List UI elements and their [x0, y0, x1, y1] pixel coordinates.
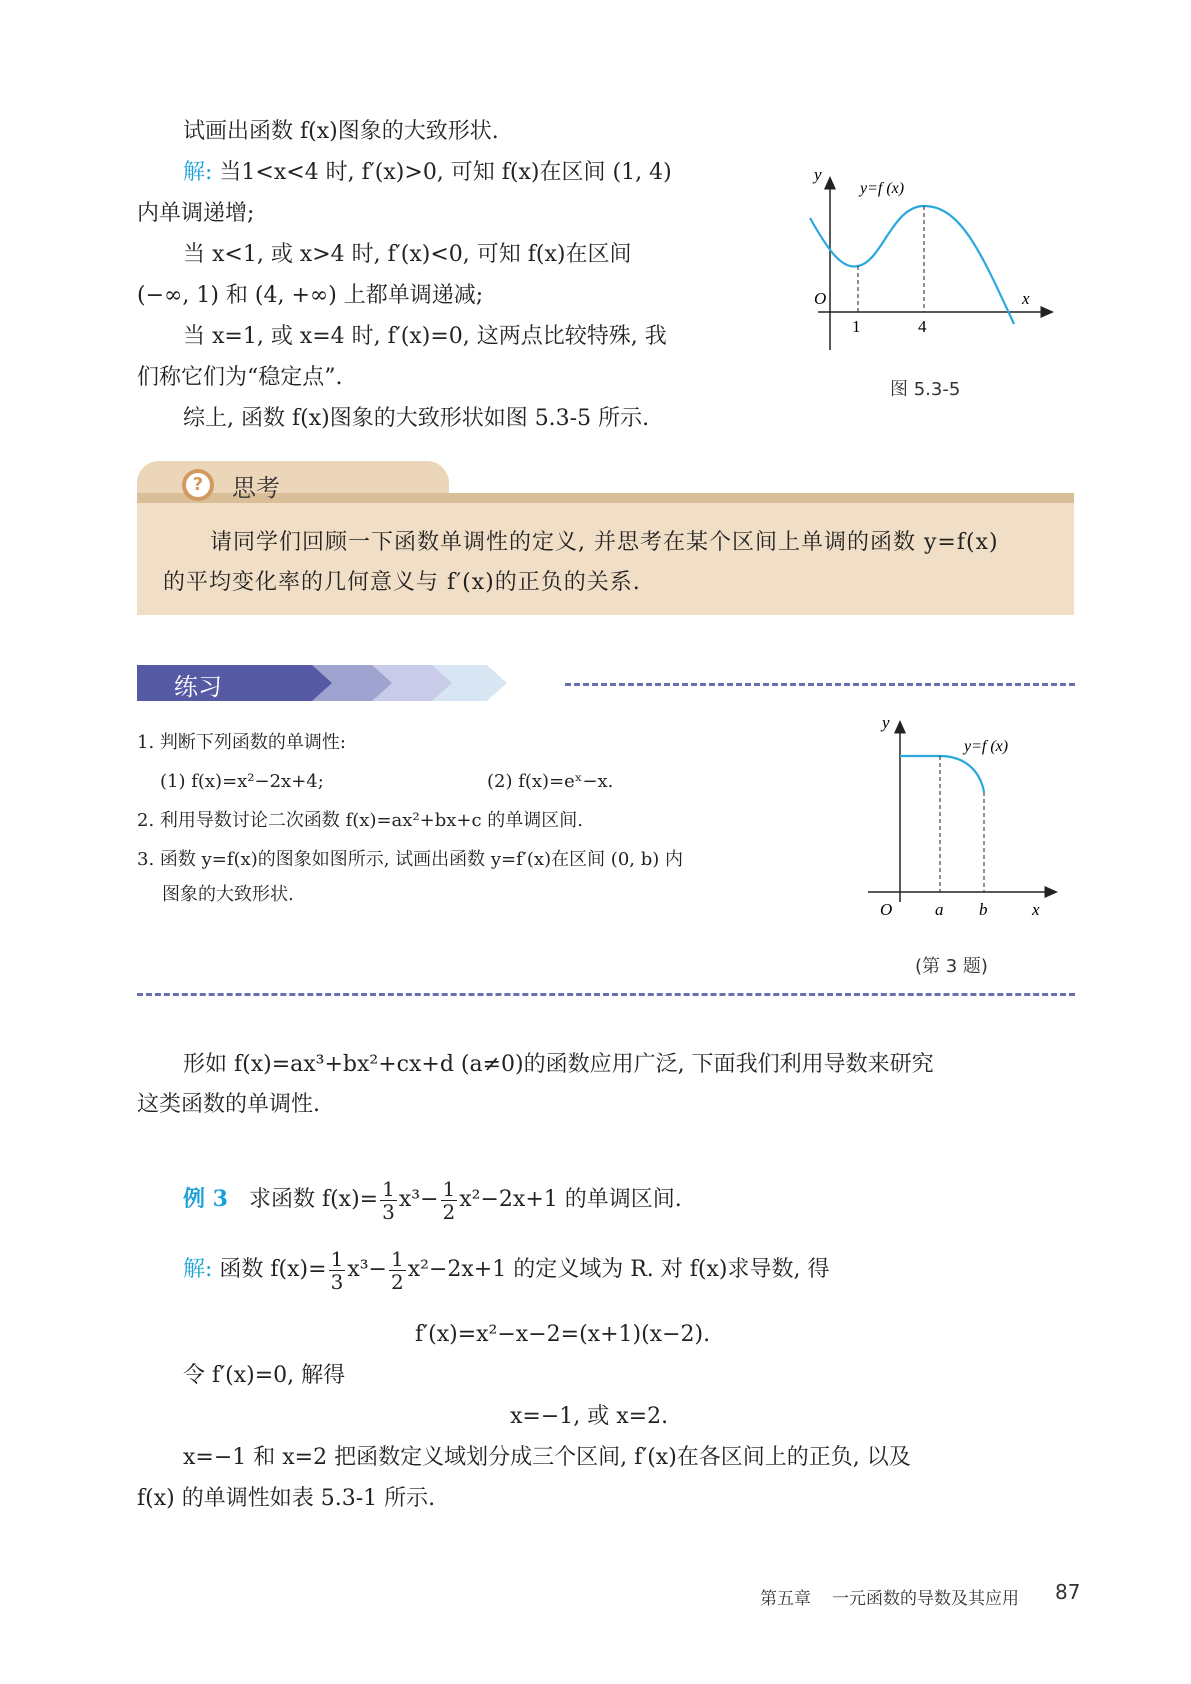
text-line: 这类函数的单调性.	[137, 1092, 320, 1117]
text-line: 当 x=1, 或 x=4 时, f′(x)=0, 这两点比较特殊, 我	[183, 324, 667, 349]
equation: x=−1, 或 x=2.	[510, 1404, 669, 1429]
text-span: 求函数 f(x)=	[248, 1187, 379, 1212]
denominator: 2	[442, 1199, 456, 1224]
example-label: 例 3	[183, 1186, 228, 1212]
figure-question-3	[860, 712, 1060, 932]
figure-5-3-5	[800, 170, 1060, 390]
fraction	[329, 1248, 346, 1293]
equation: f′(x)=x²−x−2=(x+1)(x−2).	[415, 1322, 711, 1347]
question-part: (1) f(x)=x²−2x+4;	[160, 771, 324, 792]
text-line: 形如 f(x)=ax³+bx²+cx+d (a≠0)的函数应用广泛, 下面我们利用导数来研究	[183, 1052, 934, 1077]
denominator: 2	[390, 1269, 404, 1294]
y-label: y	[882, 713, 890, 732]
question: 1. 判断下列函数的单调性:	[137, 732, 346, 753]
solution	[183, 1246, 829, 1294]
text-line: x=−1 和 x=2 把函数定义域划分成三个区间, f′(x)在各区间上的正负, 以及	[183, 1445, 911, 1470]
question: 2. 利用导数讨论二次函数 f(x)=ax²+bx+c 的单调区间.	[137, 810, 584, 831]
text-span: 当1<x<4 时, f′(x)>0, 可知 f(x)在区间 (1, 4)	[219, 160, 672, 185]
numerator: 1	[390, 1246, 404, 1271]
tick-label: b	[979, 900, 988, 919]
question-icon: ?	[182, 469, 214, 501]
numerator: 1	[382, 1176, 395, 1201]
solution-label: 解:	[183, 1257, 213, 1282]
text-span: 函数 f(x)=	[219, 1257, 327, 1282]
footer-chapter: 第五章	[760, 1589, 811, 1609]
origin-label: O	[880, 900, 893, 919]
text-line: 当 x<1, 或 x>4 时, f′(x)<0, 可知 f(x)在区间	[183, 242, 632, 267]
example-3	[183, 1175, 682, 1224]
practice-title: 练习	[174, 673, 222, 701]
page-number: 87	[1055, 1580, 1081, 1604]
text-line: (−∞, 1) 和 (4, +∞) 上都单调递减;	[137, 283, 484, 308]
curve-label: y=f (x)	[860, 180, 905, 197]
text-line: f(x) 的单调性如表 5.3-1 所示.	[137, 1486, 436, 1511]
dashed-divider	[137, 993, 1075, 996]
text-span: x³−	[347, 1257, 387, 1282]
text-line: 试画出函数 f(x)图象的大致形状.	[183, 119, 499, 144]
curve	[810, 206, 1014, 324]
figure-caption: 图 5.3-5	[890, 379, 961, 400]
numerator: 1	[330, 1246, 344, 1271]
solution-line	[183, 158, 672, 188]
x-label: x	[1022, 289, 1030, 308]
text-line: 们称它们为“稳定点”.	[137, 365, 343, 390]
tick-label: 4	[918, 317, 927, 336]
text-span: x²−2x+1 的单调区间.	[459, 1187, 682, 1212]
origin-label: O	[814, 289, 827, 308]
question-part: (2) f(x)=eˣ−x.	[487, 771, 614, 792]
text-span: x²−2x+1 的定义域为 R. 对 f(x)求导数, 得	[407, 1257, 830, 1282]
fraction	[380, 1178, 397, 1223]
text-span: x³−	[398, 1187, 439, 1212]
solution-label: 解:	[183, 160, 213, 185]
figure-caption: (第 3 题)	[915, 956, 988, 977]
text-line: 综上, 函数 f(x)图象的大致形状如图 5.3-5 所示.	[183, 406, 650, 431]
dashed-divider	[565, 683, 1075, 686]
question: 图象的大致形状.	[162, 884, 294, 905]
curve-label: y=f (x)	[964, 738, 1009, 755]
denominator: 3	[382, 1199, 395, 1224]
think-title: 思考	[232, 474, 280, 502]
tick-label: 1	[852, 317, 861, 336]
footer-title: 一元函数的导数及其应用	[832, 1589, 1019, 1609]
text-line: 令 f′(x)=0, 解得	[183, 1363, 346, 1388]
numerator: 1	[442, 1176, 456, 1201]
denominator: 3	[330, 1269, 344, 1294]
fraction	[441, 1178, 458, 1223]
question: 3. 函数 y=f(x)的图象如图所示, 试画出函数 y=f′(x)在区间 (0, b) 内	[137, 849, 683, 870]
think-text: 请同学们回顾一下函数单调性的定义, 并思考在某个区间上单调的函数 y=f(x)	[210, 530, 999, 555]
fraction	[389, 1248, 406, 1293]
text-line: 内单调递增;	[137, 201, 255, 226]
tick-label: a	[935, 900, 944, 919]
curve	[900, 756, 984, 792]
x-label: x	[1032, 900, 1040, 919]
y-label: y	[814, 170, 822, 184]
think-text: 的平均变化率的几何意义与 f′(x)的正负的关系.	[163, 570, 641, 595]
